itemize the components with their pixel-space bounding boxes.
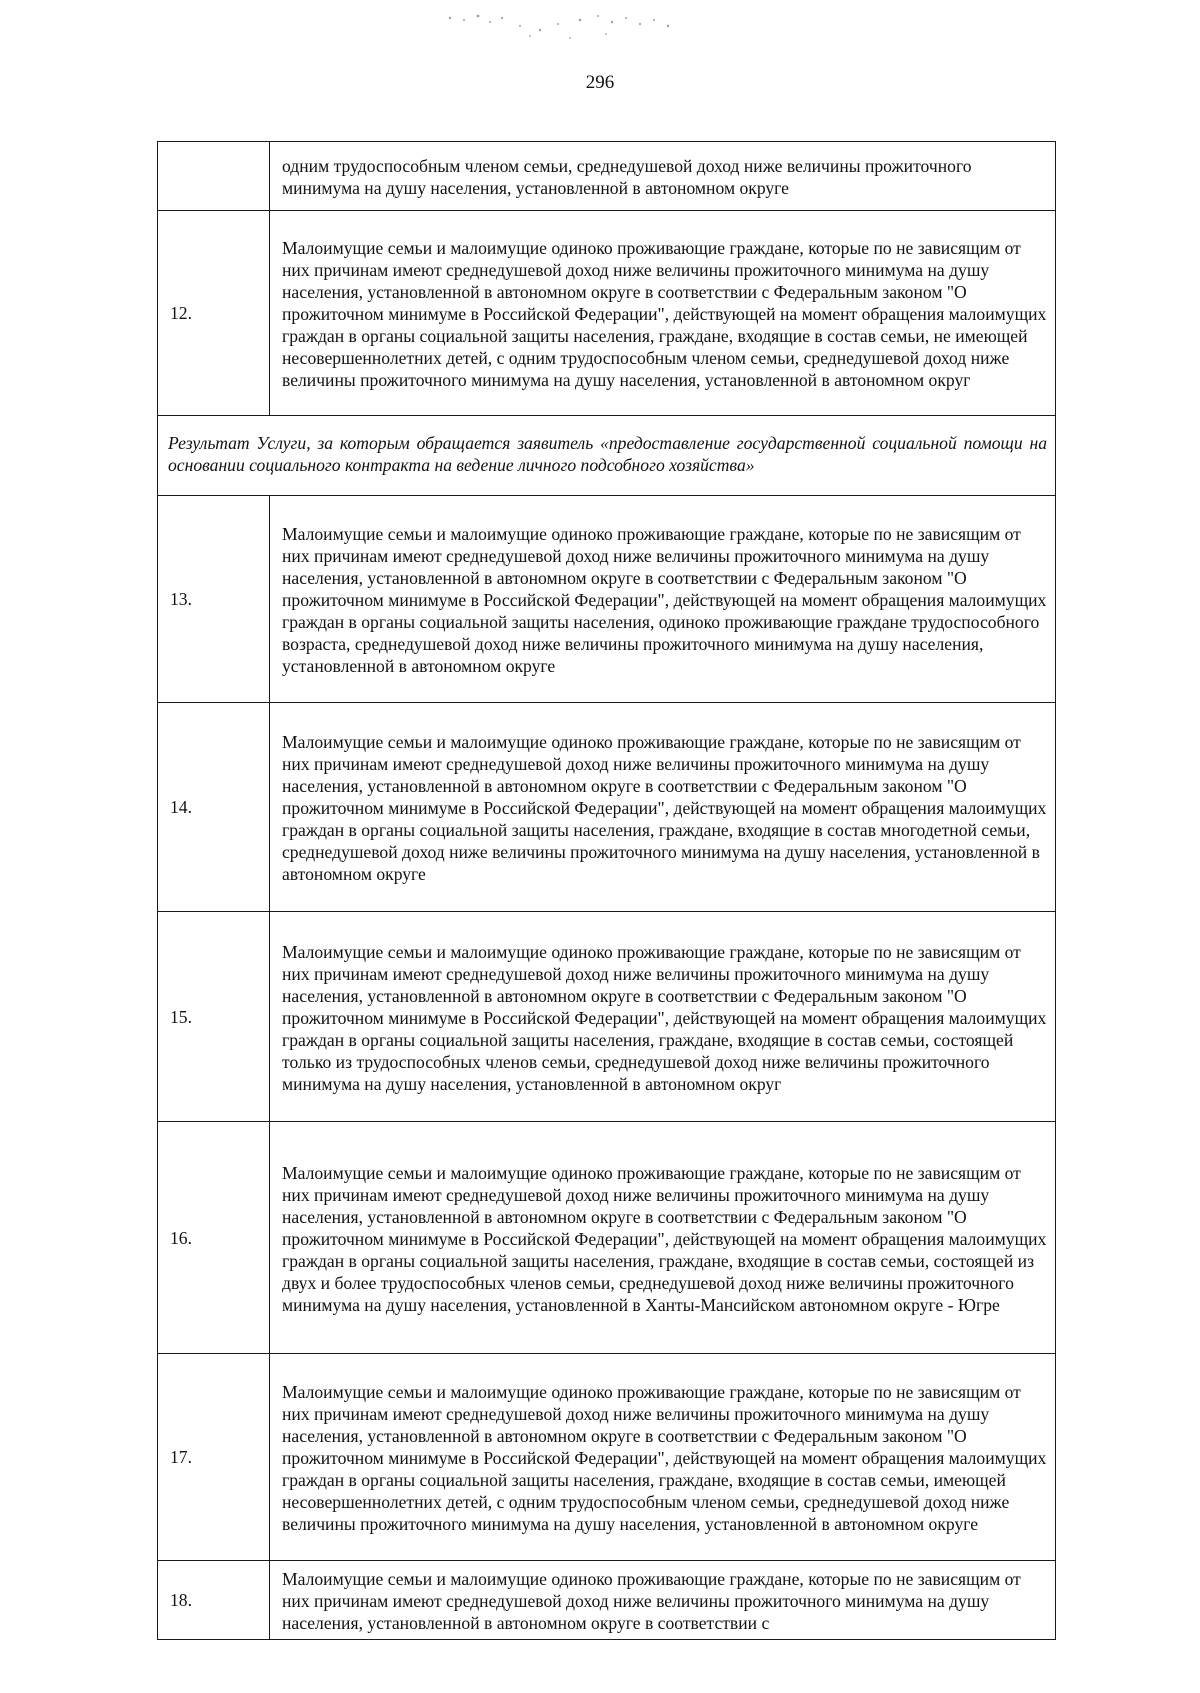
page-number: 296	[585, 72, 615, 93]
row-number-cell: 16.	[158, 1122, 270, 1354]
table-row	[158, 211, 1056, 416]
row-number-cell	[158, 142, 270, 211]
criteria-table	[157, 141, 1056, 1640]
row-text-cell: Малоимущие семьи и малоимущие одиноко проживающие граждане, которые по не зависящим от них причинам имеют среднедушевой доход ниже величины прожиточного минимума на душу населения, установленной в автономном округе в соответствии с Федеральным законом "О прожиточном минимуме в Российской Федерации", действующей на момент обращения малоимущих граждан в органы социальной защиты населения, граждане, входящие в состав многодетной семьи, среднедушевой доход ниже величины прожиточного минимума на душу населения, установленной в автономном округе	[270, 703, 1056, 912]
row-number-cell: 17.	[158, 1354, 270, 1561]
section-heading: Результат Услуги, за которым обращается заявитель «предоставление государственной социальной помощи на основании социального контракта на ведение личного подсобного хозяйства»	[158, 416, 1056, 496]
row-number-cell: 15.	[158, 912, 270, 1122]
row-number-cell: 18.	[158, 1561, 270, 1640]
row-number-cell: 13.	[158, 496, 270, 703]
row-text-cell: Малоимущие семьи и малоимущие одиноко проживающие граждане, которые по не зависящим от них причинам имеют среднедушевой доход ниже величины прожиточного минимума на душу населения, установленной в автономном округе в соответствии с Федеральным законом "О прожиточном минимуме в Российской Федерации", действующей на момент обращения малоимущих граждан в органы социальной защиты населения, граждане, входящие в состав семьи, состоящей из двух и более трудоспособных членов семьи, среднедушевой доход ниже величины прожиточного минимума на душу населения, установленной в Ханты-Мансийском автономном округе - Югре	[270, 1122, 1056, 1354]
table-row	[158, 142, 1056, 211]
row-text-cell: Малоимущие семьи и малоимущие одиноко проживающие граждане, которые по не зависящим от них причинам имеют среднедушевой доход ниже величины прожиточного минимума на душу населения, установленной в автономном округе в соответствии с Федеральным законом "О прожиточном минимуме в Российской Федерации", действующей на момент обращения малоимущих граждан в органы социальной защиты населения, граждане, входящие в состав семьи, не имеющей несовершеннолетних детей, с одним трудоспособным членом семьи, среднедушевой доход ниже величины прожиточного минимума на душу населения, установленной в автономном округ	[270, 211, 1056, 416]
scan-noise-marks	[430, 6, 730, 46]
section-heading-row	[158, 416, 1056, 496]
row-number-cell: 14.	[158, 703, 270, 912]
table-row	[158, 703, 1056, 912]
table-row	[158, 912, 1056, 1122]
row-text-cell: Малоимущие семьи и малоимущие одиноко проживающие граждане, которые по не зависящим от них причинам имеют среднедушевой доход ниже величины прожиточного минимума на душу населения, установленной в автономном округе в соответствии с Федеральным законом "О прожиточном минимуме в Российской Федерации", действующей на момент обращения малоимущих граждан в органы социальной защиты населения, граждане, входящие в состав семьи, имеющей несовершеннолетних детей, с одним трудоспособным членом семьи, среднедушевой доход ниже величины прожиточного минимума на душу населения, установленной в автономном округе	[270, 1354, 1056, 1561]
row-number-cell: 12.	[158, 211, 270, 416]
table-row	[158, 1122, 1056, 1354]
row-text-cell: Малоимущие семьи и малоимущие одиноко проживающие граждане, которые по не зависящим от них причинам имеют среднедушевой доход ниже величины прожиточного минимума на душу населения, установленной в автономном округе в соответствии с Федеральным законом "О прожиточном минимуме в Российской Федерации", действующей на момент обращения малоимущих граждан в органы социальной защиты населения, граждане, входящие в состав семьи, состоящей только из трудоспособных членов семьи, среднедушевой доход ниже величины прожиточного минимума на душу населения, установленной в автономном округ	[270, 912, 1056, 1122]
row-text-cell: Малоимущие семьи и малоимущие одиноко проживающие граждане, которые по не зависящим от них причинам имеют среднедушевой доход ниже величины прожиточного минимума на душу населения, установленной в автономном округе в соответствии с	[270, 1561, 1056, 1640]
table-row	[158, 1354, 1056, 1561]
table-row	[158, 496, 1056, 703]
row-text-cell: Малоимущие семьи и малоимущие одиноко проживающие граждане, которые по не зависящим от них причинам имеют среднедушевой доход ниже величины прожиточного минимума на душу населения, установленной в автономном округе в соответствии с Федеральным законом "О прожиточном минимуме в Российской Федерации", действующей на момент обращения малоимущих граждан в органы социальной защиты населения, одиноко проживающие граждане трудоспособного возраста, среднедушевой доход ниже величины прожиточного минимума на душу населения, установленной в автономном округе	[270, 496, 1056, 703]
row-text-cell: одним трудоспособным членом семьи, среднедушевой доход ниже величины прожиточного минимума на душу населения, установленной в автономном округе	[270, 142, 1056, 211]
table-row	[158, 1561, 1056, 1640]
